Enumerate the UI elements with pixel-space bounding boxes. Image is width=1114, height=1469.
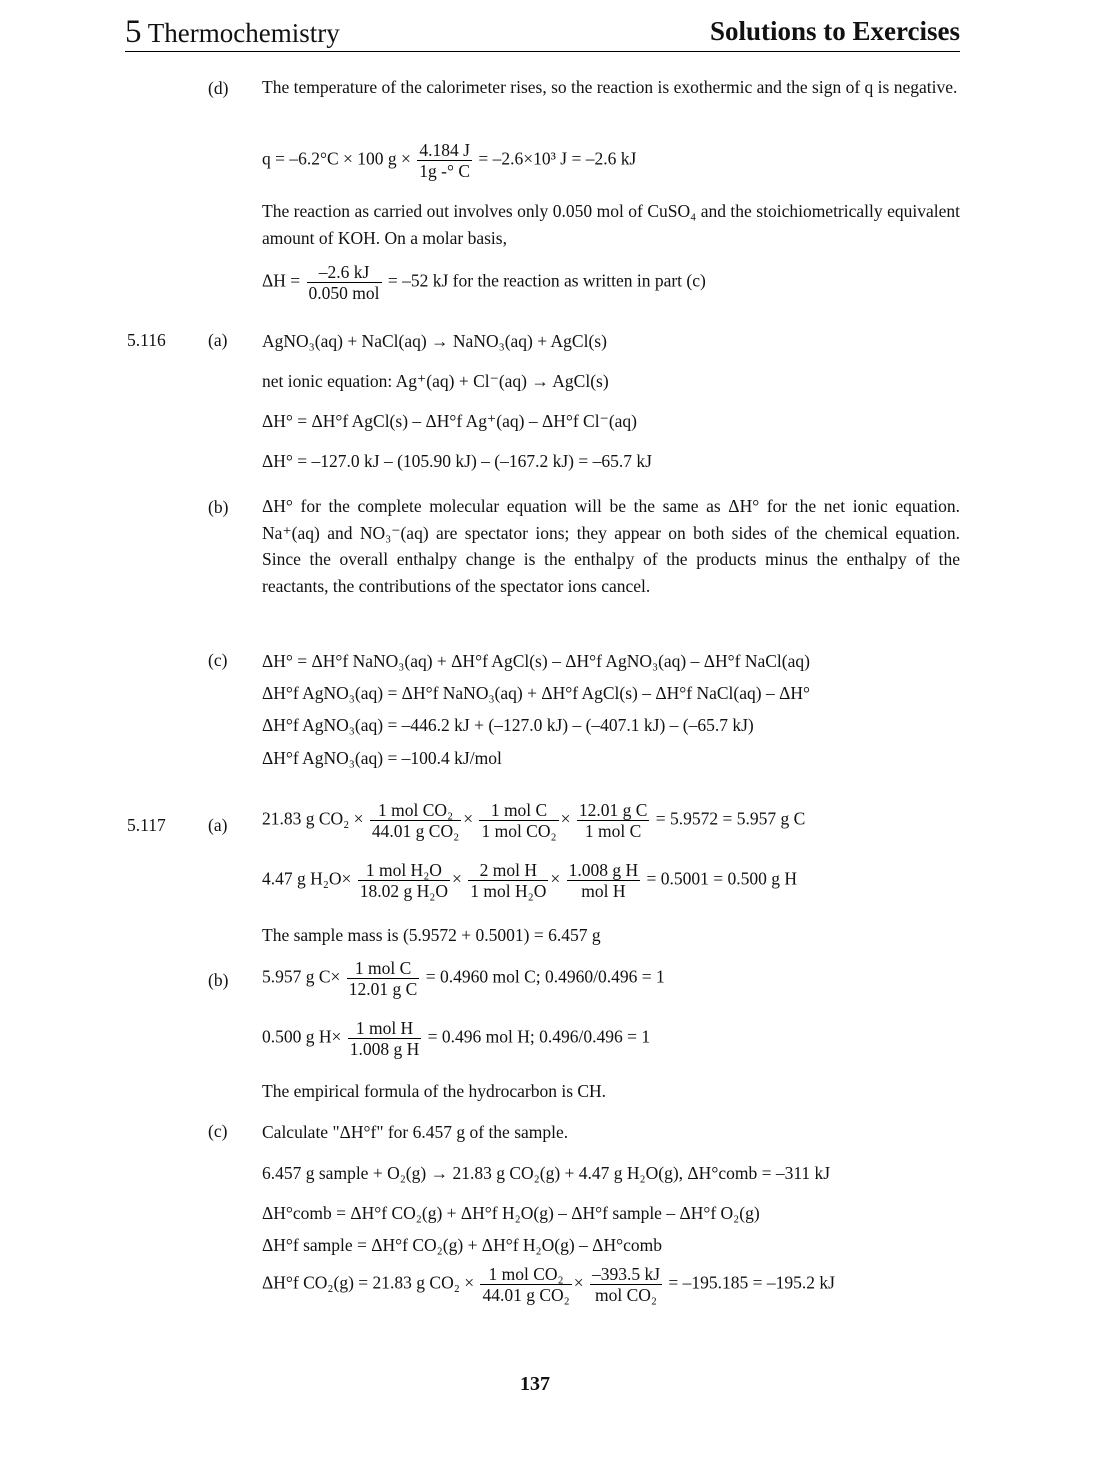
eq-q-fraction bbox=[417, 140, 472, 181]
frac-num: 1 mol H bbox=[355, 1018, 414, 1038]
equation-dh bbox=[262, 262, 706, 303]
frac-den: 12.01 g C bbox=[348, 979, 418, 999]
eq-5117a-carbon: 21.83 g CO₂ × $\frac{\text{1 mol CO₂}}{\text{44.01 g CO₂}}$ × $\frac{\text{1 mol C}}{\text{1 mol CO₂}}$ × $\frac{\text{12.01 g C}}{\text{1 mol C}}$ = 5.9572 = 5.957 g C bbox=[262, 800, 806, 841]
frac-den: 1 mol C bbox=[577, 820, 650, 841]
eq-5117c-l4-frac2 bbox=[590, 1264, 662, 1305]
eq-dh-den: 0.050 mol bbox=[308, 283, 380, 303]
exercise-number-5116: 5.116 bbox=[127, 330, 166, 350]
eq-5117c-line1: 6.457 g sample + O₂(g) → 21.83 g CO₂(g) + 4.47 g H₂O(g), ΔH°comb = –311 kJ bbox=[262, 1163, 831, 1183]
frac-num: 2 mol H bbox=[479, 860, 537, 880]
part-label-d: (d) bbox=[208, 78, 229, 98]
page-header bbox=[125, 14, 960, 52]
frac-den: 1.008 g H bbox=[349, 1039, 420, 1059]
eq-5117a-h-start: 4.47 g H₂O× bbox=[262, 868, 352, 889]
eq-5116c-line3: ΔH°f AgNO₃(aq) = –446.2 kJ + (–127.0 kJ) – (–407.1 kJ) – (–65.7 kJ) bbox=[262, 715, 754, 735]
frac-num: 1 mol C bbox=[354, 958, 412, 978]
eq-5117b-h-result: = 0.496 mol H; 0.496/0.496 = 1 bbox=[427, 1026, 651, 1047]
eq-5117a-h-frac3 bbox=[567, 860, 641, 901]
eq-5117b-h-frac bbox=[348, 1018, 422, 1059]
eq-5117c-line4: ΔH°f CO₂(g) = 21.83 g CO₂ × $\frac{\text{1 mol CO₂}}{\text{44.01 g CO₂}}$ × $\frac{-393.5 kJ}{\text{mol CO₂}}$ = –195.185 = –195.2 kJ bbox=[262, 1264, 835, 1305]
frac-num: 1 mol CO₂ bbox=[377, 800, 454, 820]
frac-num: –393.5 kJ bbox=[591, 1264, 661, 1284]
eq-5117a-c-frac2 bbox=[479, 800, 558, 841]
eq-5117b-hydrogen bbox=[262, 1018, 650, 1059]
frac-den: 44.01 g CO₂ bbox=[482, 1285, 570, 1305]
eq-dh-num: –2.6 kJ bbox=[318, 262, 370, 282]
eq-dh-lhs: ΔH = bbox=[262, 270, 301, 291]
eq-5117b-c-frac bbox=[347, 958, 420, 999]
part-label-5116b: (b) bbox=[208, 497, 229, 517]
equation-q bbox=[262, 140, 636, 181]
part-label-5116a: (a) bbox=[208, 330, 228, 350]
sample-mass-text: The sample mass is (5.9572 + 0.5001) = 6.457 g bbox=[262, 925, 601, 945]
frac-den: 44.01 g CO₂ bbox=[371, 821, 460, 841]
header-rule bbox=[125, 51, 960, 52]
paragraph-d: The temperature of the calorimeter rises, so the reaction is exothermic and the sign of q is negative. bbox=[262, 77, 958, 97]
eq-5117a-c-result: = 5.9572 = 5.957 g C bbox=[655, 808, 806, 829]
frac-den: 1 mol CO₂ bbox=[481, 821, 557, 841]
eq-5117c-l4-result: = –195.185 = –195.2 kJ bbox=[668, 1272, 835, 1293]
eq-5117c-intro: Calculate "ΔH°f" for 6.457 g of the sample. bbox=[262, 1122, 569, 1142]
part-label-5117b: (b) bbox=[208, 970, 229, 990]
eq-5117c-l4-frac1 bbox=[480, 1264, 571, 1305]
eq-5116c-line4: ΔH°f AgNO₃(aq) = –100.4 kJ/mol bbox=[262, 748, 502, 768]
part-label-5117a: (a) bbox=[208, 815, 228, 835]
eq-5116a-line2: net ionic equation: Ag⁺(aq) + Cl⁻(aq) → AgCl(s) bbox=[262, 371, 609, 391]
frac-den: mol CO₂ bbox=[590, 1284, 662, 1305]
eq-5117c-line2: ΔH°comb = ΔH°f CO₂(g) + ΔH°f H₂O(g) – ΔH°f sample – ΔH°f O₂(g) bbox=[262, 1203, 760, 1223]
eq-5117b-c-result: = 0.4960 mol C; 0.4960/0.496 = 1 bbox=[425, 966, 665, 987]
chapter-title: Thermochemistry bbox=[147, 18, 340, 48]
eq-5117b-c-start: 5.957 g C× bbox=[262, 966, 341, 987]
frac-den: mol H bbox=[567, 880, 641, 901]
eq-q-rhs: = –2.6×10³ J = –2.6 kJ bbox=[478, 148, 637, 169]
eq-5117a-hydrogen: 4.47 g H₂O× $\frac{\text{1 mol H₂O}}{\text{18.02 g H₂O}}$ × $\frac{\text{2 mol H}}{\text{1 mol H₂O}}$ × $\frac{\text{1.008 g H}}{\text{mol H}}$ = 0.5001 = 0.500 g H bbox=[262, 860, 798, 901]
frac-num: 1 mol H₂O bbox=[365, 860, 442, 880]
eq-q-lhs: q = –6.2°C × 100 g × bbox=[262, 148, 411, 169]
frac-num: 1 mol CO₂ bbox=[488, 1264, 564, 1284]
frac-num: 12.01 g C bbox=[578, 800, 648, 820]
eq-q-num: 4.184 J bbox=[419, 140, 470, 160]
frac-num: 1.008 g H bbox=[568, 860, 639, 880]
exercise-number-5117: 5.117 bbox=[127, 815, 166, 835]
eq-5117a-h-result: = 0.5001 = 0.500 g H bbox=[646, 868, 798, 889]
eq-5117a-h-frac1 bbox=[358, 860, 450, 901]
chapter-number: 5 bbox=[125, 14, 142, 50]
paragraph-d2: The reaction as carried out involves only 0.050 mol of CuSO₄ and the stoichiometrically equivalent amount of KOH. On a molar basis, bbox=[262, 201, 960, 248]
paragraph-5116b: ΔH° for the complete molecular equation will be the same as ΔH° for the net ionic equation. Na⁺(aq) and NO₃⁻(aq) are spectator ions; they appear on both sides of the chemical equation. Since the overall enthalpy change is the enthalpy of the products minus the enthalpy of the reactants, the contributions of the spectator ions cancel. bbox=[262, 496, 960, 596]
frac-den: 18.02 g H₂O bbox=[359, 881, 449, 901]
page-number: 137 bbox=[520, 1373, 550, 1395]
eq-5117b-h-start: 0.500 g H× bbox=[262, 1026, 342, 1047]
eq-q-den: 1g -° C bbox=[419, 161, 471, 181]
eq-5117b-carbon bbox=[262, 958, 665, 999]
eq-5117a-c-frac3 bbox=[577, 800, 650, 841]
frac-den: 1 mol H₂O bbox=[470, 881, 547, 901]
eq-5117c-line3: ΔH°f sample = ΔH°f CO₂(g) + ΔH°f H₂O(g) – ΔH°comb bbox=[262, 1235, 662, 1255]
empirical-formula-text: The empirical formula of the hydrocarbon is CH. bbox=[262, 1081, 607, 1101]
eq-5116c-line1: ΔH° = ΔH°f NaNO₃(aq) + ΔH°f AgCl(s) – ΔH°f AgNO₃(aq) – ΔH°f NaCl(aq) bbox=[262, 651, 810, 671]
part-label-5116c: (c) bbox=[208, 650, 228, 670]
eq-5116a-line3: ΔH° = ΔH°f AgCl(s) – ΔH°f Ag⁺(aq) – ΔH°f Cl⁻(aq) bbox=[262, 411, 637, 431]
eq-dh-fraction bbox=[307, 262, 382, 303]
eq-5116a-line1: AgNO₃(aq) + NaCl(aq) → NaNO₃(aq) + AgCl(s) bbox=[262, 331, 607, 351]
eq-5117c-l4-start: ΔH°f CO₂(g) = 21.83 g CO₂ × bbox=[262, 1272, 475, 1293]
eq-dh-rhs: = –52 kJ for the reaction as written in part (c) bbox=[387, 270, 706, 291]
eq-5116a-line4: ΔH° = –127.0 kJ – (105.90 kJ) – (–167.2 kJ) = –65.7 kJ bbox=[262, 451, 652, 471]
eq-5117a-h-frac2 bbox=[468, 860, 548, 901]
section-title: Solutions to Exercises bbox=[709, 16, 960, 46]
eq-5117a-c-frac1 bbox=[370, 800, 461, 841]
eq-5116c-line2: ΔH°f AgNO₃(aq) = ΔH°f NaNO₃(aq) + ΔH°f AgCl(s) – ΔH°f NaCl(aq) – ΔH° bbox=[262, 683, 810, 703]
eq-5117a-c-start: 21.83 g CO₂ × bbox=[262, 808, 364, 829]
part-label-5117c: (c) bbox=[208, 1121, 228, 1141]
frac-num: 1 mol C bbox=[490, 800, 548, 820]
chapter-heading bbox=[125, 14, 340, 51]
